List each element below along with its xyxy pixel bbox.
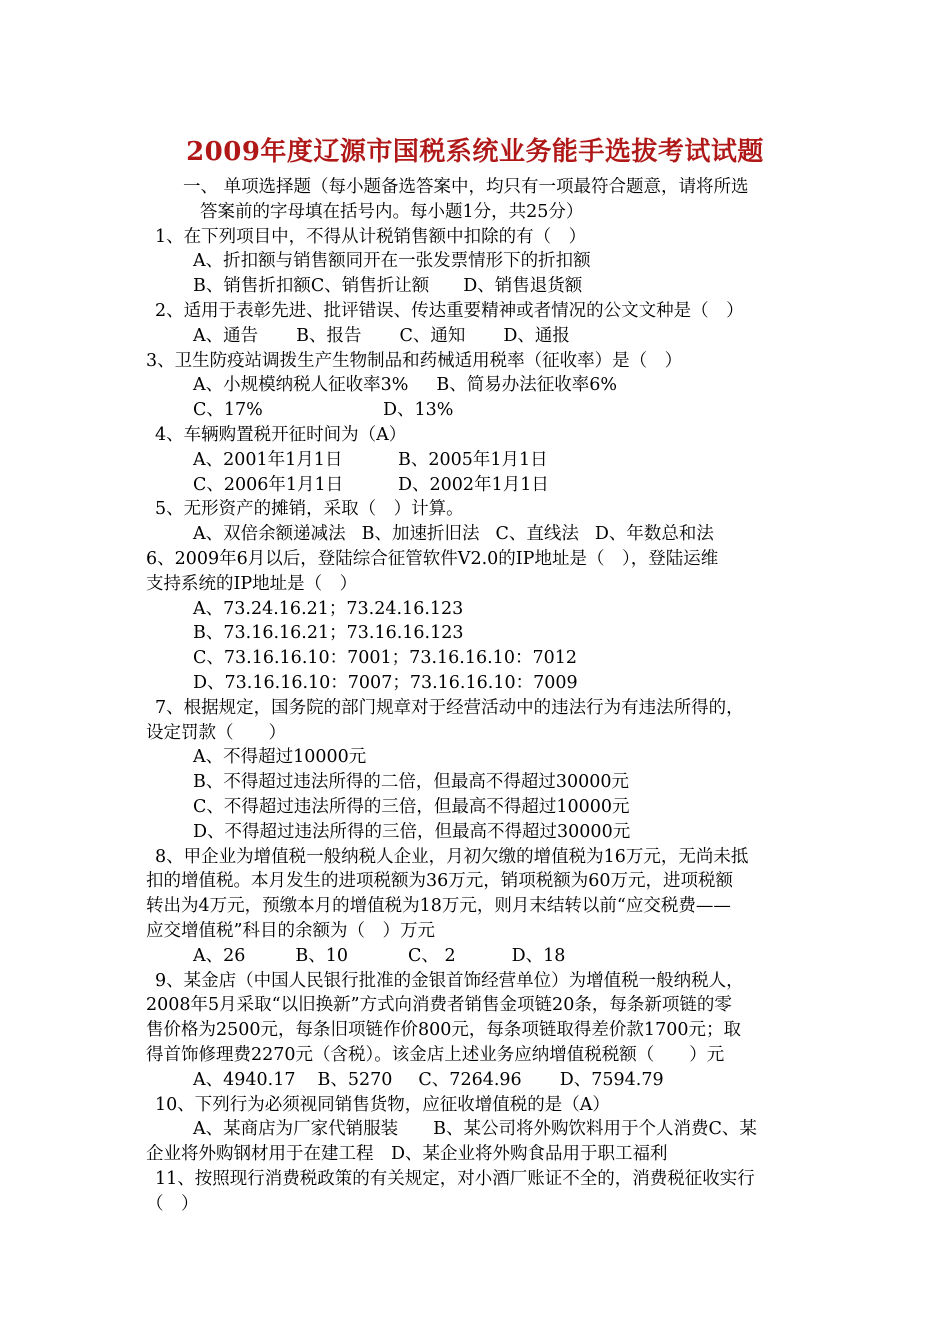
answer-option: A、小规模纳税人征收率3% [193, 375, 409, 396]
answer-option: C、73.16.16.10：7001；73.16.16.10：7012 [193, 648, 577, 669]
section-header: 一、 单项选择题（每小题备选答案中，均只有一项最符合题意，请将所选 [183, 177, 749, 197]
option-row-continued: 企业将外购钢材用于在建工程 D、某企业将外购食品用于职工福利 [146, 1144, 668, 1165]
answer-option: D、73.16.16.10：7007；73.16.16.10：7009 [193, 673, 578, 693]
answer-option: D、不得超过违法所得的三倍，但最高不得超过30000元 [193, 821, 631, 842]
question-stem: 3、卫生防疫站调拨生产生物制品和药械适用税率（征收率）是（ ） [146, 350, 683, 371]
section-header-continued: 答案前的字母填在括号内。每小题1分，共25分） [200, 201, 584, 222]
answer-option: B、2005年1月1日 [398, 449, 548, 470]
answer-option: B、10 [295, 945, 349, 966]
answer-option: A、某商店为厂家代销服装 B、某公司将外购饮料用于个人消费C、某 [193, 1119, 757, 1140]
answer-option: C、17% [193, 400, 263, 421]
answer-option: C、不得超过违法所得的三倍，但最高不得超过10000元 [193, 797, 630, 817]
option-row [193, 274, 582, 299]
answer-option: D、7594.79 [559, 1069, 664, 1090]
option-row [193, 770, 629, 795]
question-stem: 扣的增值税。本月发生的进项税额为36万元，销项税额为60万元，进项税额 [146, 871, 734, 892]
answer-option: A、不得超过10000元 [193, 747, 367, 768]
option-row [193, 373, 617, 398]
answer-option: D、18 [511, 945, 566, 966]
answer-option: C、直线法 [495, 524, 579, 545]
answer-option: C、7264.96 [418, 1069, 522, 1090]
question-stem: 9、某金店（中国人民银行批准的金银首饰经营单位）为增值税一般纳税人， [155, 970, 744, 991]
question-stem: 4、车辆购置税开征时间为（A） [155, 425, 407, 445]
answer-option: D、销售退货额 [463, 276, 583, 297]
option-row [193, 944, 565, 969]
answer-option: A、73.24.16.21；73.24.16.123 [193, 598, 464, 619]
question-stem: 支持系统的IP地址是（ ） [146, 573, 358, 594]
page-title: 2009年度辽源市国税系统业务能手选拔考试试题 [186, 137, 764, 167]
question-stem: 1、在下列项目中，不得从计税销售额中扣除的有（ ） [155, 226, 587, 247]
answer-option: B、简易办法征收率6% [436, 375, 618, 396]
answer-option: D、通报 [503, 325, 570, 346]
question-stem: 10、下列行为必须视同销售货物，应征收增值税的是（A） [155, 1094, 610, 1115]
option-row [193, 795, 630, 820]
question-stem: 应交增值税”科目的余额为（ ）万元 [146, 921, 435, 941]
answer-option: A、2001年1月1日 [193, 449, 343, 470]
question-stem: 售价格为2500元，每条旧项链作价800元，每条项链取得差价款1700元；取 [146, 1020, 741, 1041]
question-stem: 7、根据规定，国务院的部门规章对于经营活动中的违法行为有违法所得的， [155, 697, 744, 718]
question-stem: 8、甲企业为增值税一般纳税人企业，月初欠缴的增值税为16万元，无尚未抵 [155, 846, 749, 867]
question-stem: （ ） [146, 1193, 199, 1214]
option-row [193, 820, 630, 845]
answer-option: D、年数总和法 [594, 524, 714, 545]
answer-option: D、2002年1月1日 [398, 474, 549, 495]
answer-option: B、5270 [317, 1069, 393, 1090]
option-row [193, 671, 578, 696]
answer-option: A、折扣额与销售额同开在一张发票情形下的折扣额 [193, 251, 591, 272]
option-row [193, 646, 577, 671]
option-row [193, 249, 591, 274]
answer-option: C、通知 [399, 325, 466, 346]
option-row [193, 324, 570, 349]
question-stem: 得首饰修理费2270元（含税）。该金店上述业务应纳增值税税额（ ）元 [146, 1045, 725, 1065]
answer-option: D、13% [383, 400, 454, 421]
answer-option: B、加速折旧法 [361, 524, 480, 545]
option-row [193, 597, 463, 622]
question-stem: 5、无形资产的摊销，采取（ ）计算。 [155, 499, 464, 520]
answer-option: A、4940.17 [193, 1069, 296, 1090]
answer-option: A、双倍余额递减法 [193, 524, 346, 545]
question-stem: 转出为4万元，预缴本月的增值税为18万元，则月末结转以前“应交税费—— [146, 896, 731, 917]
answer-option: C、2006年1月1日 [193, 474, 344, 495]
answer-option: A、通告 [193, 325, 259, 346]
option-row [193, 621, 464, 646]
option-row [193, 745, 366, 770]
question-stem: 11、按照现行消费税政策的有关规定，对小酒厂账证不全的，消费税征收实行 [155, 1169, 755, 1189]
answer-option: B、不得超过违法所得的二倍，但最高不得超过30000元 [193, 772, 630, 793]
answer-option: B、报告 [296, 325, 362, 346]
option-row [193, 522, 714, 547]
answer-option: B、销售折扣额 [193, 276, 311, 297]
answer-option: B、73.16.16.21；73.16.16.123 [193, 623, 464, 644]
answer-option: C、销售折让额 [310, 276, 430, 297]
option-row [193, 1068, 664, 1093]
answer-option: C、 2 [408, 945, 456, 966]
question-stem: 2008年5月采取“以旧换新”方式向消费者销售金项链20条，每条新项链的零 [146, 995, 732, 1016]
question-stem: 6、2009年6月以后，登陆综合征管软件V2.0的IP地址是（ ），登陆运维 [146, 549, 719, 569]
answer-option: A、26 [193, 945, 246, 966]
question-stem: 设定罚款（ ） [146, 722, 286, 743]
option-row [193, 1117, 757, 1142]
question-stem: 2、适用于表彰先进、批评错误、传达重要精神或者情况的公文文种是（ ） [155, 301, 744, 321]
